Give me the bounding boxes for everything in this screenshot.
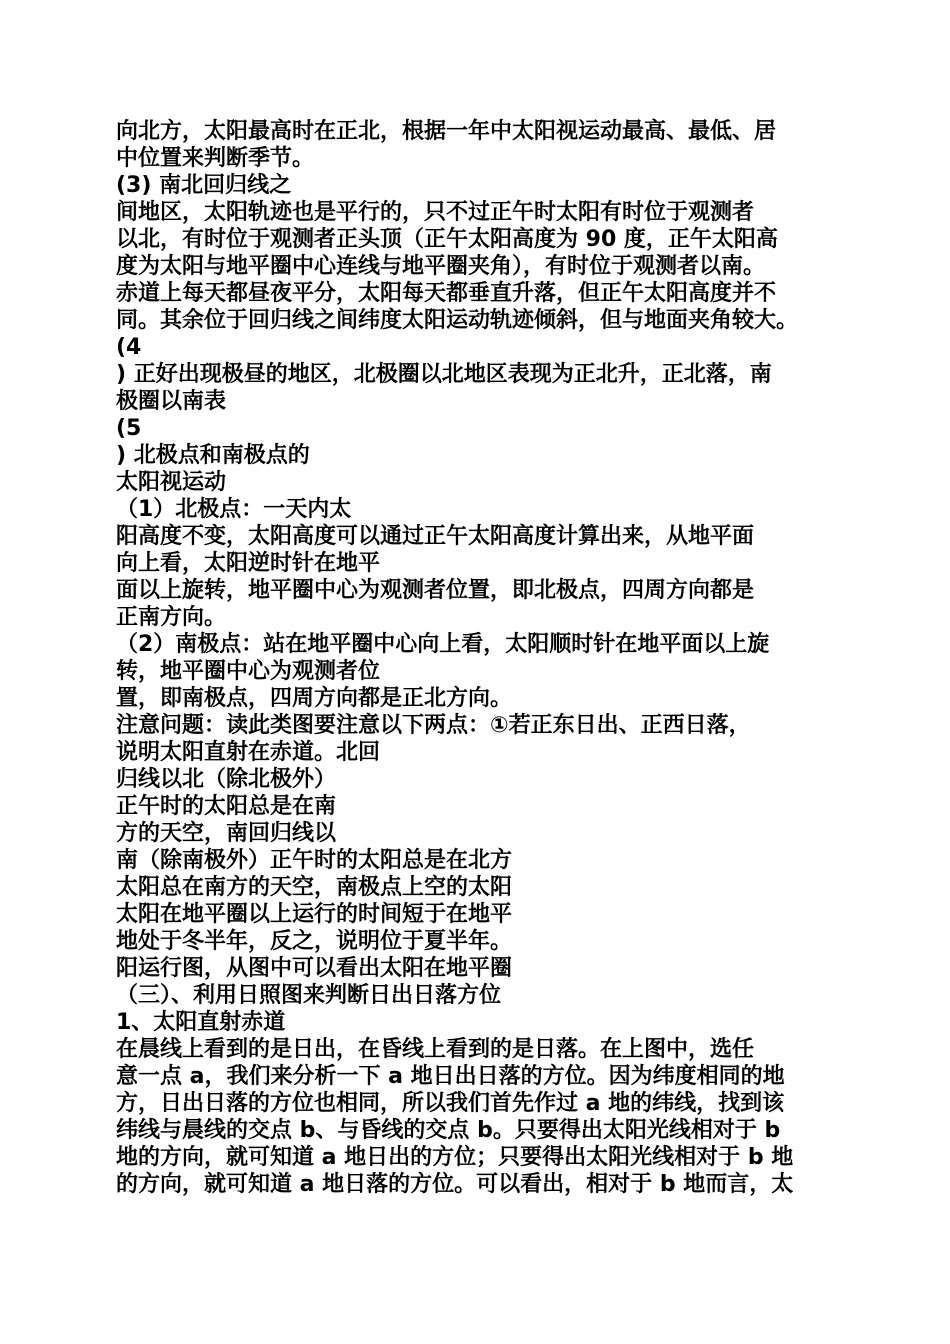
text-line: 间地区，太阳轨迹也是平行的，只不过正午时太阳有时位于观测者 [116,200,755,225]
text-line: 地处于冬半年，反之，说明位于夏半年。 [116,929,513,954]
text-line: 阳运行图，从图中可以看出太阳在地平圈 [116,956,513,981]
text-line: (5 [116,416,142,441]
text-line: 同。其余位于回归线之间纬度太阳运动轨迹倾斜，但与地面夹角较大。 [116,308,799,333]
text-line: 赤道上每天都昼夜平分，太阳每天都垂直升落，但正午太阳高度并不 [116,281,777,306]
text-line: 地的方向，就可知道 a 地日出的方位；只要得出太阳光线相对于 b 地 [116,1145,794,1170]
text-line: ) 正好出现极昼的地区，北极圈以北地区表现为正北升，正北落，南 [116,362,772,387]
text-line: 太阳视运动 [116,470,227,495]
text-line: 在晨线上看到的是日出，在昏线上看到的是日落。在上图中，选任 [116,1037,755,1062]
text-line: 南（除南极外）正午时的太阳总是在北方 [116,848,513,873]
text-line: 方的天空，南回归线以 [116,821,337,846]
text-line: 1、太阳直射赤道 [116,1010,286,1035]
text-line: 注意问题：读此类图要注意以下两点：①若正东日出、正西日落， [116,713,751,738]
text-line: 面以上旋转，地平圈中心为观测者位置，即北极点，四周方向都是 [116,578,755,603]
text-line: 纬线与晨线的交点 b、与昏线的交点 b。只要得出太阳光线相对于 b [116,1118,781,1143]
text-line: (4 [116,335,142,360]
text-line: 归线以北（除北极外） [116,767,337,792]
text-line: 正南方向。 [116,605,227,630]
text-line: 置，即南极点，四周方向都是正北方向。 [116,686,513,711]
text-line: 太阳在地平圈以上运行的时间短于在地平 [116,902,513,927]
text-line: 方，日出日落的方位也相同，所以我们首先作过 a 地的纬线，找到该 [116,1091,785,1116]
text-line: 的方向，就可知道 a 地日落的方位。可以看出，相对于 b 地而言，太 [116,1172,794,1197]
text-line: (3) 南北回归线之 [116,173,292,198]
text-line: 转，地平圈中心为观测者位 [116,659,381,684]
text-line: （1）北极点：一天内太 [116,497,352,522]
text-line: （三）、利用日照图来判断日出日落方位 [116,983,502,1008]
text-line: 向上看，太阳逆时针在地平 [116,551,381,576]
text-line: （2）南极点：站在地平圈中心向上看，太阳顺时针在地平面以上旋 [116,632,770,657]
text-line: 说明太阳直射在赤道。北回 [116,740,381,765]
text-line: 极圈以南表 [116,389,227,414]
text-line: 正午时的太阳总是在南 [116,794,337,819]
text-line: 阳高度不变，太阳高度可以通过正午太阳高度计算出来，从地平面 [116,524,755,549]
text-line: ) 北极点和南极点的 [116,443,310,468]
text-line: 太阳总在南方的天空，南极点上空的太阳 [116,875,513,900]
text-line: 意一点 a，我们来分析一下 a 地日出日落的方位。因为纬度相同的地 [116,1064,785,1089]
text-line: 度为太阳与地平圈中心连线与地平圈夹角），有时位于观测者以南。 [116,254,766,279]
text-line: 向北方，太阳最高时在正北，根据一年中太阳视运动最高、最低、居 [116,119,777,144]
text-line: 以北，有时位于观测者正头顶（正午太阳高度为 90 度，正午太阳高 [116,227,778,252]
text-line: 中位置来判断季节。 [116,146,315,171]
